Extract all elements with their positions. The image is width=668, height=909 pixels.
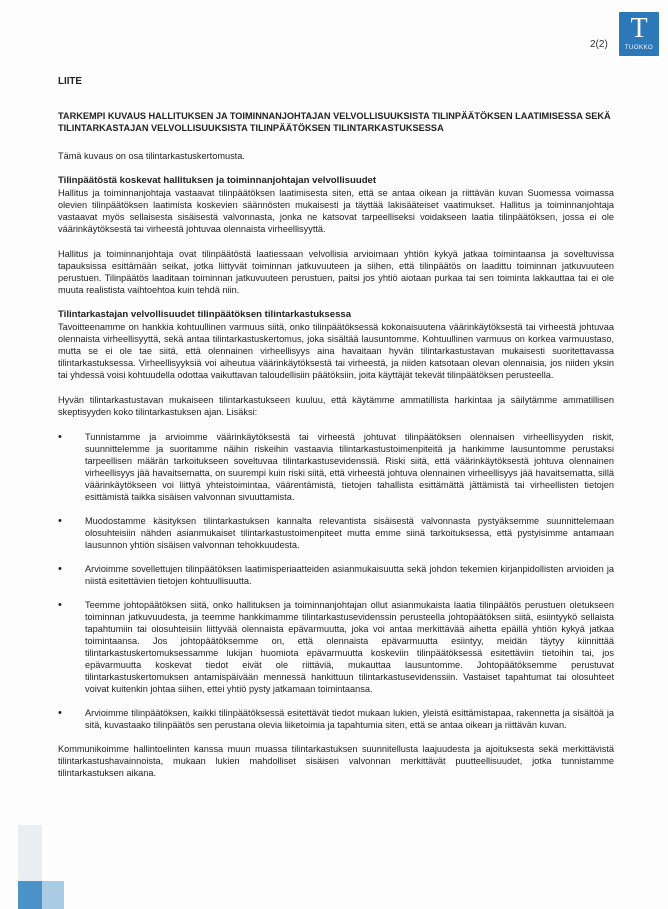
page-number: 2(2)	[590, 39, 608, 50]
list-item: • Arvioimme sovellettujen tilinpäätöksen laatimisperiaatteiden asianmukaisuutta sekä johdon tekemien kirjanpidollisten arvioiden ja niistä esitettävien tietojen kohtuullisuutta.	[58, 563, 614, 587]
decor-block-blue	[18, 881, 42, 909]
paragraph: Tavoitteenamme on hankkia kohtuullinen varmuus siitä, onko tilinpäätöksessä kokonaisuutena väärinkäytöksestä tai virheestä johtuvaa olennaista virheellisyyttä, sekä antaa tilintarkastuskertomus, joka sisältää lausuntomme. Kohtuullinen varmuus on korkea varmuustaso, mutta se ei ole tae siitä, että olennainen virheellisyys aina havaitaan hyvän tilintarkastustavan mukaisesti suoritettavassa tilintarkastuksessa. Virheellisyyksiä voi aiheutua väärinkäytöksestä tai virheestä, ja niiden katsotaan olevan olennaisia, jos niiden yksin tai yhdessä voisi kohtuudella odottaa vaikuttavan taloudellisiin päätöksiin, joita käyttäjät tekevät tilinpäätöksen perusteella.	[58, 322, 614, 380]
logo-letter: T	[630, 13, 648, 44]
paragraph: Hallitus ja toiminnanjohtaja vastaavat tilinpäätöksen laatimisesta siten, että se antaa oikean ja riittävän kuvan Suomessa voimassa olevien tilinpäätöksen laatimista koskevien säännösten mukaisesti ja täyttää lakisääteiset vaatimukset. Hallitus ja toiminnanjohtaja vastaavat myös sellaisesta sisäisestä valvonnasta, jonka ne katsovat tarpeelliseksi voidakseen laatia tilinpäätöksen, jossa ei ole väärinkäytöksestä tai virheestä johtuvaa olennaista virheellisyyttä.	[58, 188, 614, 234]
section-heading-auditor-duties: Tilintarkastajan velvollisuudet tilinpäätöksen tilintarkastuksessa	[58, 309, 352, 320]
document-title: TARKEMPI KUVAUS HALLITUKSEN JA TOIMINNANJOHTAJAN VELVOLLISUUKSISTA TILINPÄÄTÖKSEN LAATIMISESSA SEKÄ TILINTARKASTAJAN VELVOLLISUUKSISTA TILINPÄÄTÖKSEN TILINTARKASTUKSESSA	[58, 111, 611, 133]
list-item: • Teemme johtopäätöksen siitä, onko hallituksen ja toiminnanjohtajan ollut asianmukaista laatia tilinpäätös perustuen oletukseen toiminnan jatkuvuudesta, ja teemme hankkimamme tilintarkastusevidenssin perusteella johtopäätöksen siitä, esiintyykö sellaista tapahtumiin tai olosuhteisiin liittyvää olennaista epävarmuutta, joka voi antaa merkittävää aihetta epäillä yhtiön kykyä jatkaa toimintaansa. Jos johtopäätöksemme on, että olennaista epävarmuutta esiintyy, meidän täytyy kiinnittää tilintarkastuskertomuksessamme lukijan huomiota epävarmuutta koskeviin tilinpäätöksessä esitettäviin tietoihin tai, jos epävarmuutta koskevat tiedot eivät ole riittäviä, mukauttaa lausuntomme. Johtopäätöksemme perustuvat tilintarkastuskertomuksen antamispäivään mennessä hankittuun tilintarkastusevidenssiin. Vastaiset tapahtumat tai olosuhteet voivat kuitenkin johtaa siihen, ettei yhtiö pysty jatkamaan toimintaansa.	[58, 599, 614, 695]
appendix-label: LIITE	[58, 76, 82, 87]
logo-text: TUOKKO	[624, 45, 654, 51]
bullet-list	[58, 431, 614, 731]
decor-block-lightblue	[42, 881, 64, 909]
section-heading-board-duties: Tilinpäätöstä koskevat hallituksen ja toiminnanjohtajan velvollisuudet	[58, 175, 377, 186]
list-item: • Arvioimme tilinpäätöksen, kaikki tilinpäätöksessä esitettävät tiedot mukaan lukien, yleistä esittämistapaa, rakennetta ja sisältöä ja sitä, kuvastaako tilinpäätös sen perustana olevia liiketoimia ja tapahtumia siten, että se antaa oikean ja riittävän kuvan.	[58, 707, 614, 731]
paragraph: Hallitus ja toiminnanjohtaja ovat tilinpäätöstä laatiessaan velvollisia arvioimaan yhtiön kykyä jatkaa toimintaansa ja soveltuvissa tapauksissa esittämään seikat, jotka liittyvät toiminnan jatkuvuuteen ja siihen, että tilinpäätös on laadittu toiminnan jatkuvuuteen perustuen. Tilinpäätös laaditaan toiminnan jatkuvuuteen perustuen, paitsi jos yhtiö aiotaan purkaa tai sen toiminta lakkauttaa tai ei ole muuta realistista vaihtoehtoa kuin tehdä niin.	[58, 249, 614, 295]
list-item: • Muodostamme käsityksen tilintarkastuksen kannalta relevantista sisäisestä valvonnasta pystyäksemme suunnittelemaan olosuhteisiin nähden asianmukaiset tilintarkastustoimenpiteet mutta emme siinä tarkoituksessa, että pystyisimme antamaan lausunnon yhtiön sisäisen valvonnan tehokkuudesta.	[58, 515, 614, 551]
closing-paragraph: Kommunikoimme hallintoelinten kanssa muun muassa tilintarkastuksen suunnitellusta laajuudesta ja ajoituksesta sekä merkittävistä tilintarkastushavainnoista, mukaan lukien mahdolliset sisäisen valvonnan merkittävät puutteellisuudet, jotka tunnistamme tilintarkastuksen aikana.	[58, 744, 614, 778]
tuokko-logo	[619, 12, 659, 56]
document-body	[58, 76, 614, 792]
list-item: • Tunnistamme ja arvioimme väärinkäytöksestä tai virheestä johtuvat tilinpäätöksen olennaisen virheellisyyden riskit, suunnittelemme ja suoritamme näihin riskeihin vastaavia tilintarkastustoimenpiteitä ja hankimme lausuntomme perustaksi tarpeellisen määrän tarkoitukseen soveltuvaa tilintarkastusevidenssiä. Riski siitä, että väärinkäytöksestä johtuva olennainen virheellisyys jää havaitsematta, on suurempi kuin riski siitä, että virheestä johtuva olennainen virheellisyys jää havaitsematta, sillä väärinkäytökseen voi liittyä yhteistoimintaa, väärentämistä, tietojen tahallista esittämättä jättämistä tai virheellisten tietojen esittämistä taikka sisäisen valvonnan sivuuttamista.	[58, 431, 614, 503]
decor-block-light	[18, 825, 42, 881]
paragraph: Hyvän tilintarkastustavan mukaiseen tilintarkastukseen kuuluu, että käytämme ammatillista harkintaa ja säilytämme ammatillisen skeptisyyden koko tilintarkastuksen ajan. Lisäksi:	[58, 395, 614, 417]
intro-paragraph: Tämä kuvaus on osa tilintarkastuskertomusta.	[58, 151, 245, 161]
